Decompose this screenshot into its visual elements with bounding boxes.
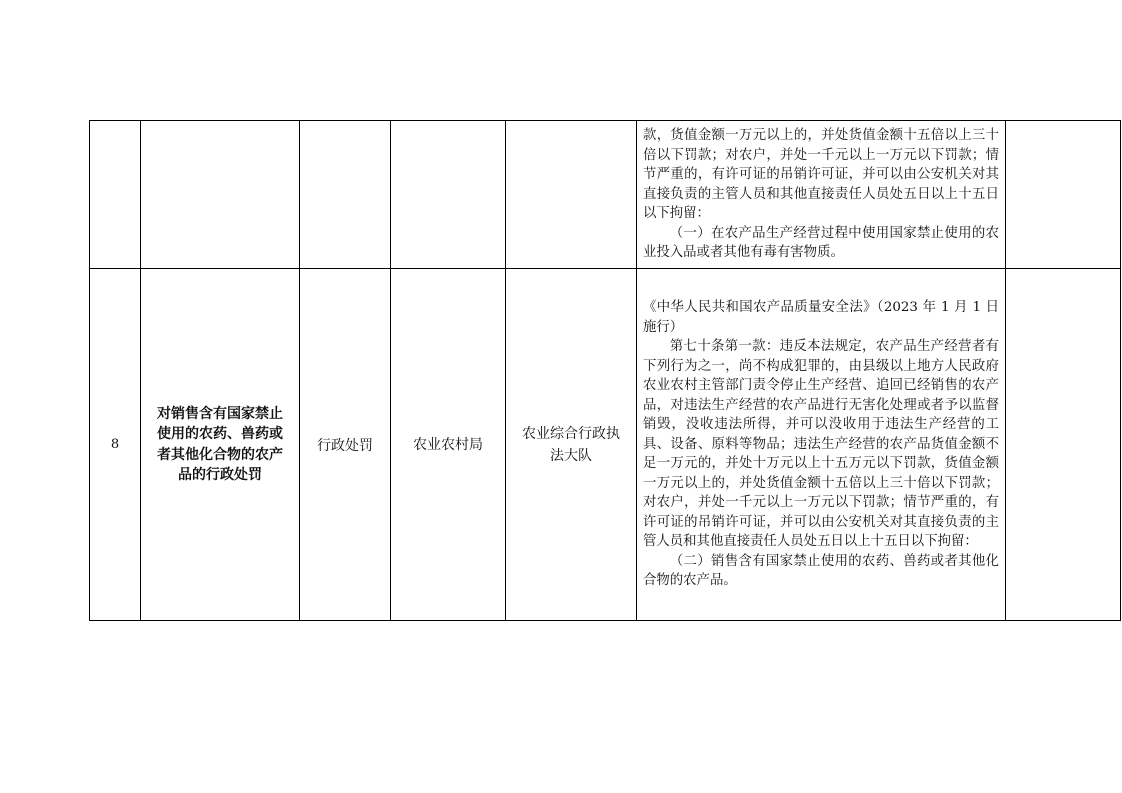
legal-basis <box>637 121 1006 269</box>
executor <box>506 121 637 269</box>
enforcement-table <box>89 120 1121 621</box>
basis-paragraph: 第七十条第一款：违反本法规定，农产品生产经营者有下列行为之一，尚不构成犯罪的，由县级以上地方人民政府农业农村主管部门责令停止生产经营、追回已经销售的农产品，对违法生产经营的农产品进行无害化处理或者予以监督销毁，没收违法所得，并可以没收用于违法生产经营的工具、设备、原料等物品；违法生产经营的农产品货值金额不足一万元的，并处十万元以上十五万元以下罚款，货值金额一万元以上的，并处货值金额十五倍以上三十倍以下罚款；对农户，并处一千元以上一万元以下罚款；情节严重的，有许可证的吊销许可证，并可以由公安机关对其直接负责的主管人员和其他直接责任人员处五日以上十五日以下拘留： <box>643 339 999 550</box>
executor: 农业综合行政执法大队 <box>506 269 637 621</box>
basis-paragraph: （一）在农产品生产经营过程中使用国家禁止使用的农业投入品或者其他有毒有害物质。 <box>643 225 999 261</box>
basis-paragraph: 《中华人民共和国农产品质量安全法》（2023 年 1 月 1 日施行） <box>643 300 999 335</box>
note <box>1006 121 1121 269</box>
row-number: 8 <box>90 269 141 621</box>
category: 行政处罚 <box>300 269 391 621</box>
legal-basis <box>637 269 1006 621</box>
category <box>300 121 391 269</box>
note <box>1006 269 1121 621</box>
item-name: 对销售含有国家禁止使用的农药、兽药或者其他化合物的农产品的行政处罚 <box>141 269 300 621</box>
department: 农业农村局 <box>391 269 506 621</box>
table-row <box>90 121 1121 269</box>
row-number <box>90 121 141 269</box>
department <box>391 121 506 269</box>
item-name <box>141 121 300 269</box>
basis-paragraph: （二）销售含有国家禁止使用的农药、兽药或者其他化合物的农产品。 <box>643 553 999 589</box>
table-row <box>90 269 1121 621</box>
basis-paragraph: 款，货值金额一万元以上的，并处货值金额十五倍以上三十倍以下罚款；对农户，并处一千元以上一万元以下罚款；情节严重的，有许可证的吊销许可证，并可以由公安机关对其直接负责的主管人员和其他直接责任人员处五日以上十五日以下拘留： <box>643 128 999 222</box>
